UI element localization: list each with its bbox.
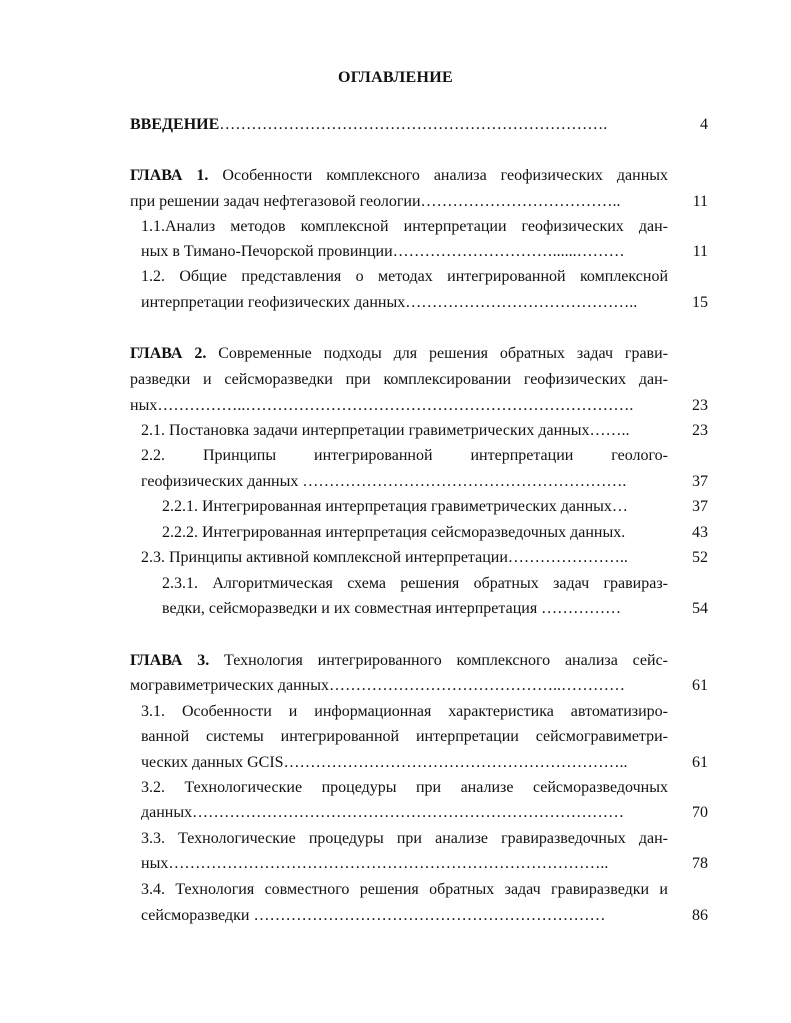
toc-entry-2-3-1-line1: 2.3.1. Алгоритмическая схема решения обратных задач гравираз- — [162, 575, 668, 592]
chapter-2-title-line2: разведки и сейсморазведки при комплексировании геофизических дан- — [130, 371, 668, 388]
toc-entry-2-2-line2: геофизических данных ……………………………………………………. — [141, 473, 627, 490]
toc-entry-1-1-line2: ных в Тимано-Печорской провинции…………………………......……… — [141, 243, 625, 260]
toc-entry-1-2-line2: интерпретации геофизических данных…………………………………….. — [141, 294, 638, 311]
toc-entry-2-2-1: 2.2.1. Интегрированная интерпретация гравиметрических данных… — [162, 498, 628, 515]
toc-entry-3-2-line1: 3.2. Технологические процедуры при анализе сейсморазведочных — [141, 779, 668, 796]
toc-entry-intro — [130, 115, 666, 135]
section-2-3-page-number: 52 — [692, 549, 708, 566]
section-2-2-word-3: интерпретации — [470, 447, 574, 464]
section-3-1-page-number: 61 — [692, 754, 708, 771]
chapter-1-label: ГЛАВА 1. — [130, 167, 209, 184]
section-2-1-page-number: 23 — [692, 422, 708, 439]
chapter-1-title-line1: Особенности комплексного анализа геофизических данных — [222, 167, 668, 184]
section-3-3-page-number: 78 — [692, 855, 708, 872]
section-1-1-page-number: 11 — [692, 243, 708, 260]
toc-entry-3-1-line3: ческих данных GCIS……………………………………………………….. — [141, 754, 628, 771]
intro-dots: ………………………………………………………………. — [219, 116, 608, 133]
toc-entry-3-2-line2: данных……………………………………………………………………… — [141, 804, 625, 821]
intro-label: ВВЕДЕНИЕ — [130, 116, 220, 133]
toc-entry-chapter-3 — [130, 651, 668, 671]
chapter-1-page-number: 11 — [692, 193, 708, 210]
toc-entry-3-3-line2: ных……………………………………………………………………….. — [141, 855, 609, 872]
section-2-3-1-page-number: 54 — [692, 600, 708, 617]
toc-entry-2-2-line1 — [141, 446, 668, 466]
toc-entry-2-1: 2.1. Постановка задачи интерпретации гравиметрических данных…….. — [141, 422, 630, 439]
toc-entry-1-1-line1: 1.1.Анализ методов комплексной интерпретации геофизических дан- — [141, 218, 668, 235]
toc-entry-3-1-line2: ванной системы интегрированной интерпретации сейсмогравиметри- — [141, 728, 668, 745]
chapter-3-page-number: 61 — [692, 677, 708, 694]
toc-entry-3-4-line1: 3.4. Технология совместного решения обратных задач гравиразведки и — [141, 881, 668, 898]
section-2-2-page-number: 37 — [692, 473, 708, 490]
section-2-2-2-page-number: 43 — [692, 524, 708, 541]
toc-entry-3-1-line1: 3.1. Особенности и информационная характеристика автоматизиро- — [141, 703, 668, 720]
toc-entry-2-2-2: 2.2.2. Интегрированная интерпретация сейсморазведочных данных. — [162, 524, 626, 541]
chapter-2-title-line3: ных……………..………………………………………………………………. — [130, 397, 634, 414]
section-1-2-page-number: 15 — [692, 294, 708, 311]
toc-entry-1-2-line1: 1.2. Общие представления о методах интегрированной комплексной — [141, 268, 668, 285]
chapter-2-label: ГЛАВА 2. — [130, 345, 207, 362]
section-2-2-number: 2.2. — [141, 447, 165, 464]
section-3-2-page-number: 70 — [692, 804, 708, 821]
toc-entry-3-4-line2: сейсморазведки ………………………………………………………… — [141, 907, 606, 924]
toc-entry-chapter-2 — [130, 344, 668, 364]
section-2-2-word-2: интегрированной — [314, 447, 433, 464]
toc-entry-chapter-1 — [130, 166, 668, 186]
toc-entry-3-3-line1: 3.3. Технологические процедуры при анализе гравиразведочных дан- — [141, 830, 668, 847]
chapter-2-page-number: 23 — [692, 397, 708, 414]
chapter-2-title-line1: Современные подходы для решения обратных задач грави- — [218, 345, 668, 362]
chapter-1-title-line2: при решении задач нефтегазовой геологии……………………………….. — [130, 193, 621, 210]
chapter-3-label: ГЛАВА 3. — [130, 652, 210, 669]
section-2-2-1-page-number: 37 — [692, 498, 708, 515]
chapter-3-title-line2: могравиметрических данных……………………………………..………… — [130, 677, 625, 694]
intro-page-number: 4 — [700, 116, 708, 133]
chapter-3-title-line1: Технология интегрированного комплексного анализа сейс- — [224, 652, 668, 669]
toc-entry-2-3-1-line2: ведки, сейсморазведки и их совместная интерпретация …………… — [162, 600, 622, 617]
section-3-4-page-number: 86 — [692, 907, 708, 924]
section-2-2-word-1: Принципы — [202, 447, 277, 464]
section-2-2-word-4: геолого- — [611, 447, 668, 464]
toc-entry-2-3: 2.3. Принципы активной комплексной интерпретации………………….. — [141, 549, 628, 566]
toc-title: ОГЛАВЛЕНИЕ — [338, 69, 453, 86]
